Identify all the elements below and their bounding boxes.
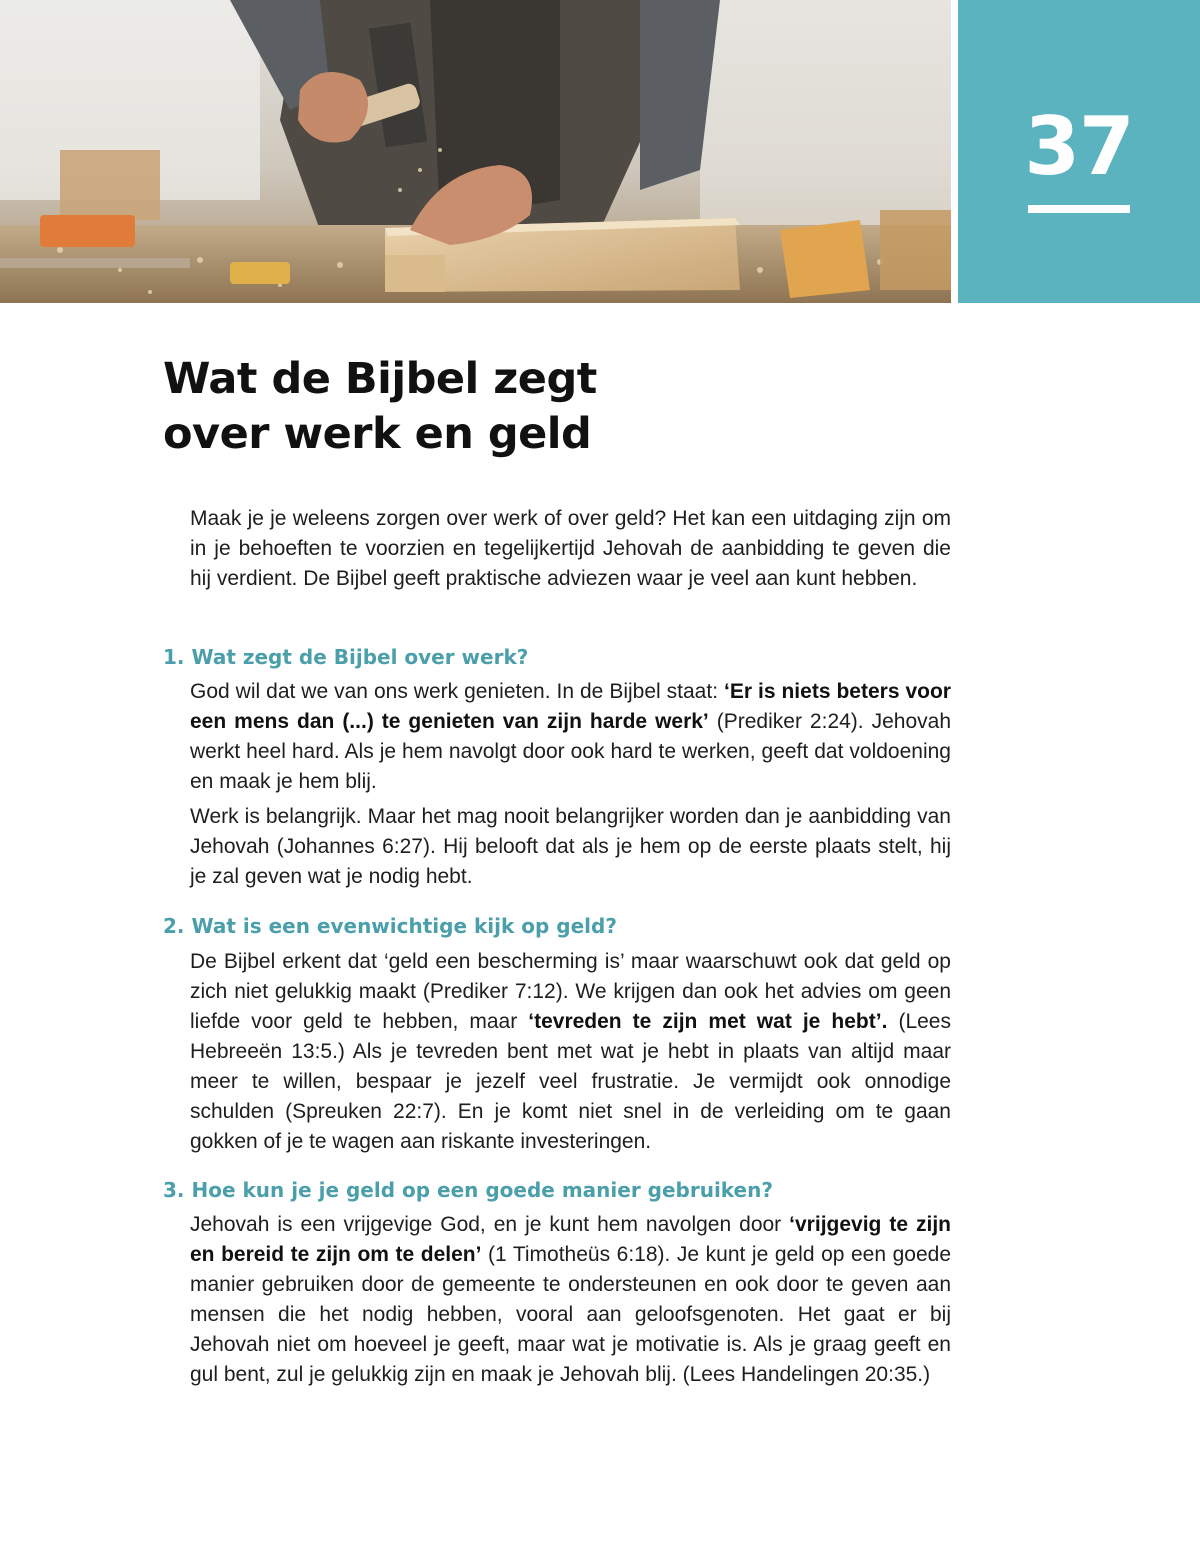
section-1-text-after: (Prediker 2:24). Jehovah werkt heel hard. Als je hem navolgt door ook hard te werken, geeft dat voldoening en maak je hem blij.	[190, 710, 952, 793]
section-3-text-before: Jehovah is een vrijgevige God, en je kunt hem navolgen door	[190, 1213, 790, 1236]
section-2-paragraph	[190, 947, 951, 1157]
section-3-quote: ‘vrijgevig te zijn en bereid te zijn om te delen’	[190, 1213, 952, 1266]
section-1-paragraph-1	[190, 677, 951, 797]
section-3-text-after: (1 Timotheüs 6:18). Je kunt je geld op een goede manier gebruiken door de gemeente te ondersteunen en ook door te geven aan mensen die het nodig hebben, vooral aan geloofsgenoten. Het gaat er bij Jehovah niet om hoeveel je geeft, maar wat je motivatie is. Als je graag geeft en gul bent, zul je gelukkig zijn en maak je Jehovah blij. (Lees Handelingen 20:35.)	[190, 1243, 951, 1386]
section-2-text-before: De Bijbel erkent dat ‘geld een bescherming is’ maar waarschuwt ook dat geld op zich niet gelukkig maakt (Prediker 7:12). We krijgen dan ook het advies om geen liefde voor geld te hebben, maar	[190, 950, 951, 1033]
section-1-heading: 1. Wat zegt de Bijbel over werk?	[163, 645, 529, 669]
section-1-text-before: God wil dat we van ons werk genieten. In de Bijbel staat:	[190, 680, 724, 703]
title-line-1: Wat de Bijbel zegt	[163, 354, 597, 404]
chapter-badge	[958, 0, 1200, 303]
section-1-paragraph-2: Werk is belangrijk. Maar het mag nooit belangrijker worden dan je aanbidding van Jehovah (Johannes 6:27). Hij belooft dat als je hem op de eerste plaats stelt, hij je zal geven wat je nodig hebt.	[190, 805, 951, 888]
intro-paragraph: Maak je je weleens zorgen over werk of over geld? Het kan een uitdaging zijn om in je behoeften te voorzien en tegelijkertijd Jehovah de aanbidding te geven die hij verdient. De Bijbel geeft praktische adviezen waar je veel aan kunt hebben.	[190, 507, 951, 590]
section-1-quote: ‘Er is niets beters voor een mens dan (...) te genieten van zijn harde werk’	[190, 680, 951, 733]
hero-photo	[0, 0, 951, 303]
carpenter-hammer-photo	[0, 0, 951, 303]
section-2-quote: ‘tevreden te zijn met wat je hebt’.	[528, 1010, 888, 1033]
section-3-paragraph	[190, 1210, 951, 1390]
section-2-text-after: (Lees Hebreeën 13:5.) Als je tevreden bent met wat je hebt in plaats van altijd maar meer te willen, bespaar je jezelf veel frustratie. Je vermijdt ook onnodige schulden (Spreuken 22:7). En je komt niet snel in de verleiding om te gaan gokken of je te wagen aan riskante investeringen.	[190, 1010, 951, 1153]
page-title	[163, 352, 597, 462]
section-2-heading: 2. Wat is een evenwichtige kijk op geld?	[163, 914, 617, 938]
chapter-number: 37	[1024, 100, 1134, 193]
chapter-underline	[1028, 205, 1130, 213]
title-line-2: over werk en geld	[163, 409, 592, 459]
section-3-heading: 3. Hoe kun je je geld op een goede manier gebruiken?	[163, 1178, 773, 1202]
